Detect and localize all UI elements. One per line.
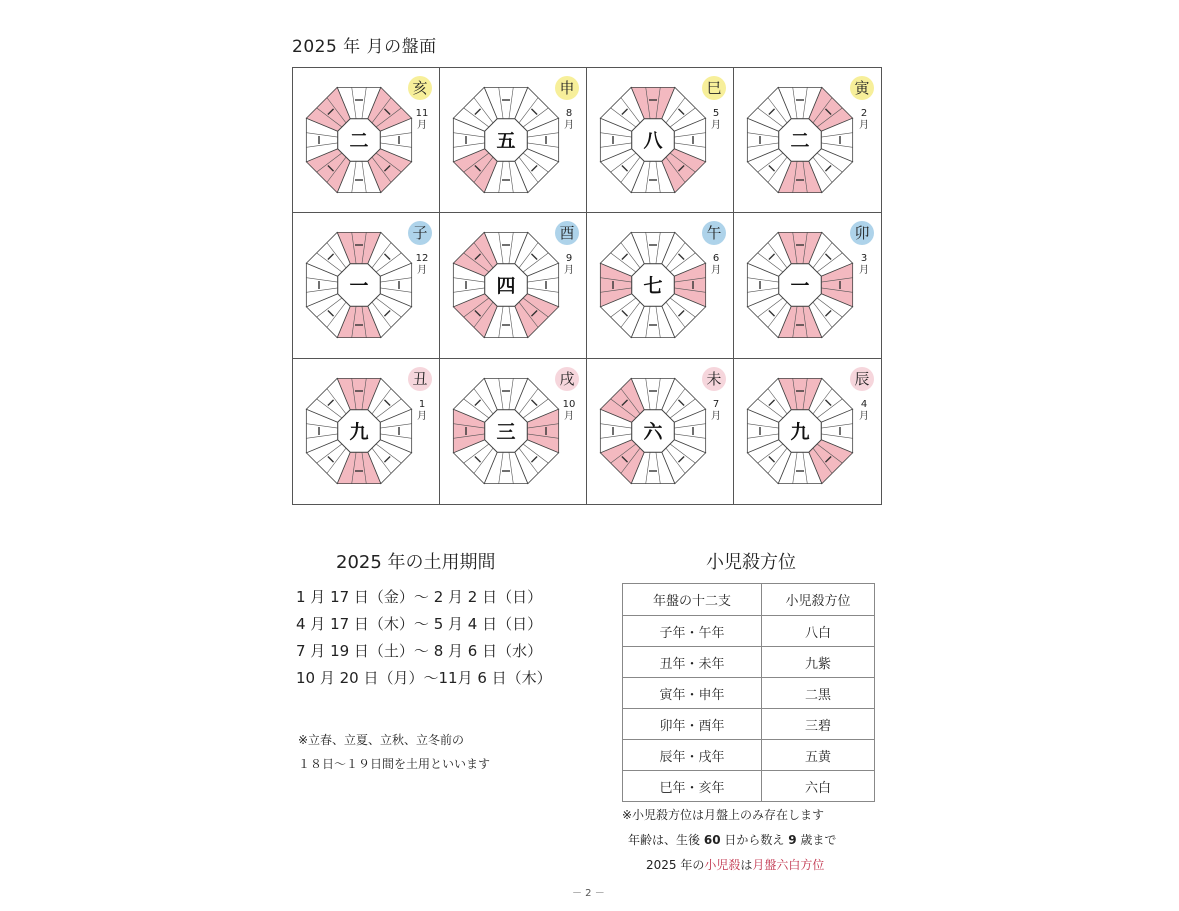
shoni-notes — [622, 803, 836, 878]
doyo-period: 4 月 17 日（木）～ 5 月 4 日（日） — [296, 615, 543, 633]
center-number: 六 — [643, 420, 663, 443]
table-row — [623, 616, 875, 647]
zodiac-badge: 未 — [702, 367, 726, 391]
table-cell: 寅年・申年 — [623, 678, 762, 709]
table-cell: 辰年・戌年 — [623, 740, 762, 771]
note-text: 日から数え — [724, 833, 785, 847]
center-number: 四 — [496, 275, 516, 298]
month-label: 10月 — [562, 398, 576, 422]
center-number: 三 — [496, 420, 516, 443]
table-row — [623, 678, 875, 709]
column-header: 年盤の十二支 — [623, 584, 762, 616]
center-number: 九 — [349, 420, 369, 443]
doyo-period: 1 月 17 日（金）～ 2 月 2 日（日） — [296, 588, 543, 606]
table-cell: 三碧 — [762, 709, 875, 740]
zodiac-badge: 申 — [555, 76, 579, 100]
table-header-row — [623, 584, 875, 616]
board-cell — [293, 359, 440, 504]
board-cell — [734, 68, 881, 213]
doyo-title: 2025 年の土用期間 — [336, 552, 496, 573]
table-cell: 丑年・未年 — [623, 647, 762, 678]
note-number: 60 — [703, 833, 721, 847]
zodiac-badge: 午 — [702, 221, 726, 245]
month-label: 5月 — [711, 108, 721, 131]
center-number: 九 — [790, 420, 810, 443]
month-label: 7月 — [711, 398, 721, 422]
doyo-period: 7 月 19 日（土）～ 8 月 6 日（水） — [296, 642, 543, 660]
table-row — [623, 709, 875, 740]
table-cell: 九紫 — [762, 647, 875, 678]
board-cell — [734, 359, 881, 504]
center-number: 二 — [790, 130, 810, 152]
zodiac-badge: 亥 — [408, 76, 432, 100]
shoni-note — [622, 828, 836, 853]
shoni-note — [622, 853, 836, 878]
center-number: 五 — [496, 130, 516, 152]
board-cell — [440, 359, 587, 504]
monthly-board-grid — [292, 67, 882, 505]
board-cell — [440, 68, 587, 213]
month-label: 4月 — [859, 398, 869, 422]
note-highlight: 月盤六白方位 — [752, 858, 825, 872]
center-number: 八 — [643, 130, 663, 152]
zodiac-badge: 辰 — [850, 367, 874, 391]
month-label: 12月 — [415, 253, 429, 277]
zodiac-badge: 巳 — [702, 76, 726, 100]
month-label: 6月 — [711, 253, 721, 277]
doyo-note — [298, 728, 490, 776]
month-label: 3月 — [859, 253, 869, 277]
table-cell: 八白 — [762, 616, 875, 647]
note-text: 2025 年の — [646, 858, 705, 872]
center-number: 一 — [790, 275, 810, 298]
center-number: 七 — [643, 275, 663, 298]
table-cell: 巳年・亥年 — [623, 771, 762, 802]
table-cell: 六白 — [762, 771, 875, 802]
table-cell: 卯年・酉年 — [623, 709, 762, 740]
center-number: 二 — [349, 130, 369, 152]
doyo-period: 10 月 20 日（月）～11月 6 日（木） — [296, 669, 552, 687]
board-cell — [293, 68, 440, 213]
note-number: 9 — [788, 833, 797, 847]
doyo-note-line: ※立春、立夏、立秋、立冬前の — [298, 733, 465, 747]
month-label: 9月 — [564, 253, 574, 277]
table-row — [623, 647, 875, 678]
shoni-title: 小児殺方位 — [706, 552, 796, 573]
page-number: － 2 － — [572, 888, 605, 899]
zodiac-badge: 子 — [408, 221, 432, 245]
doyo-note-line: １８日～１９日間を土用といいます — [298, 757, 491, 771]
page-title: 2025 年 月の盤面 — [292, 37, 437, 57]
table-row — [623, 740, 875, 771]
board-cell — [440, 213, 587, 358]
table-row — [623, 771, 875, 802]
board-cell — [587, 359, 734, 504]
zodiac-badge: 戌 — [555, 367, 579, 391]
column-header: 小児殺方位 — [762, 584, 875, 616]
month-label: 8月 — [564, 108, 574, 131]
table-cell: 子年・午年 — [623, 616, 762, 647]
shoni-note: ※小児殺方位は月盤上のみ存在します — [622, 808, 825, 822]
zodiac-badge: 酉 — [555, 221, 579, 245]
board-cell — [587, 213, 734, 358]
doyo-period-list — [296, 584, 552, 692]
month-label: 11月 — [415, 108, 429, 131]
board-cell — [293, 213, 440, 358]
board-cell — [734, 213, 881, 358]
zodiac-badge: 卯 — [850, 221, 874, 245]
center-number: 一 — [349, 275, 369, 298]
note-text: 年齢は、生後 — [628, 833, 701, 847]
table-cell: 五黄 — [762, 740, 875, 771]
zodiac-badge: 寅 — [850, 76, 874, 100]
month-label: 1月 — [417, 398, 427, 422]
table-cell: 二黒 — [762, 678, 875, 709]
month-label: 2月 — [859, 108, 869, 131]
note-text: 歳まで — [800, 833, 837, 847]
shoni-table — [622, 583, 875, 802]
board-cell — [587, 68, 734, 213]
zodiac-badge: 丑 — [408, 367, 432, 391]
note-highlight: 小児殺 — [704, 858, 741, 872]
note-text: は — [740, 858, 753, 872]
